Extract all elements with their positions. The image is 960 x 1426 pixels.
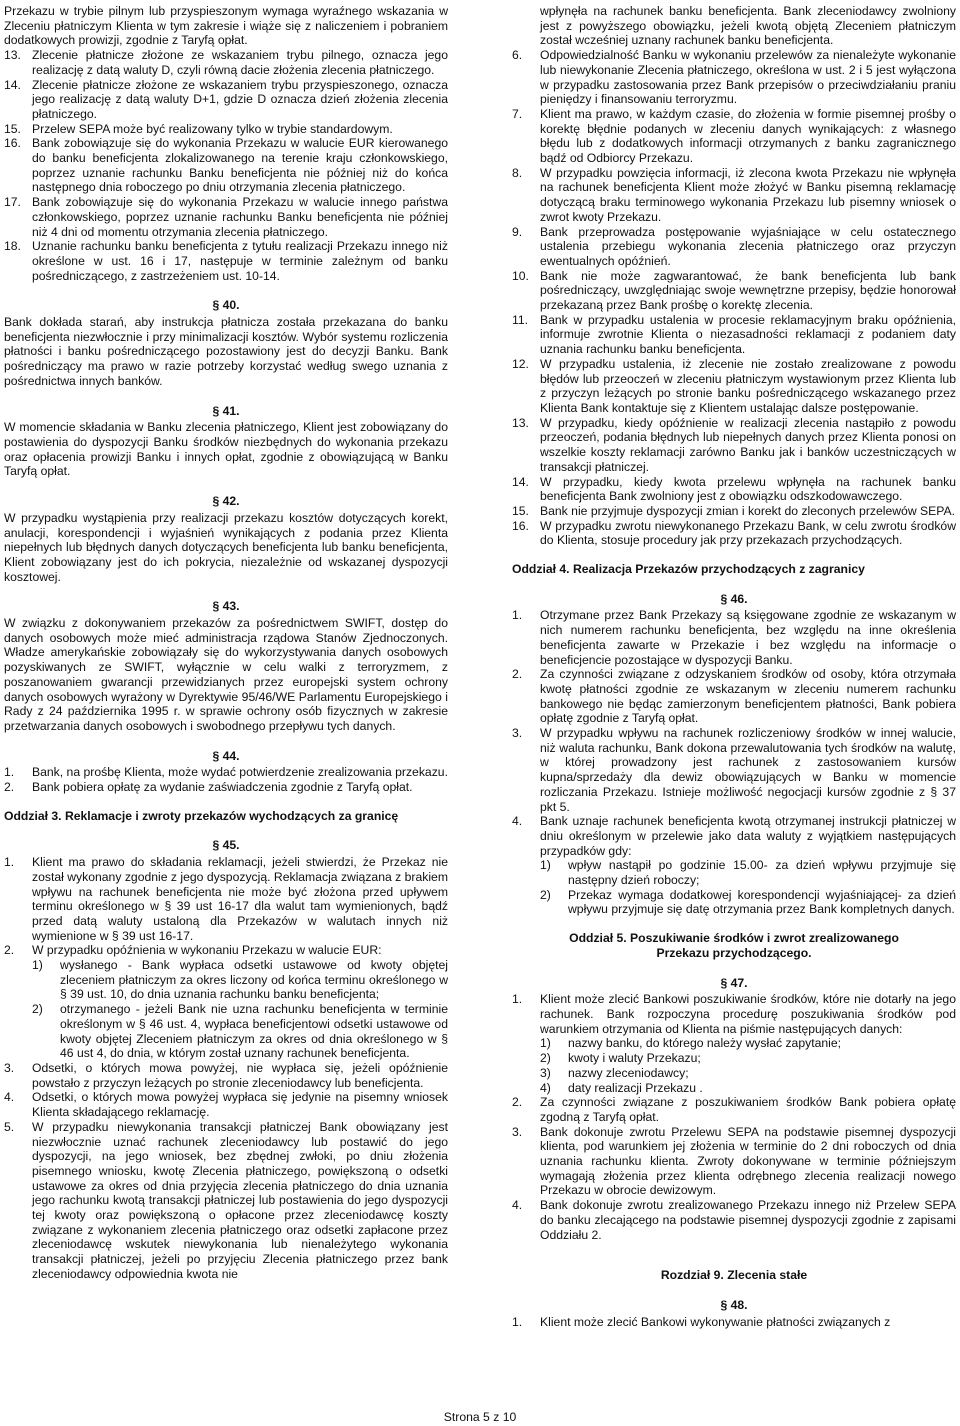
section-41-text: W momencie składania w Banku zlecenia płatniczego, Klient jest zobowiązany do postawienia do dyspozycji Banku środków niezbędnych do wykonania przekazu oraz opłacenia prowizji Banku i innych opłat, zgodnie z obowiązującą w Banku Taryfą opłat. bbox=[4, 420, 448, 479]
list-item bbox=[4, 1061, 448, 1090]
sub-item bbox=[512, 858, 956, 887]
item-number: 8. bbox=[512, 165, 523, 180]
item-number: 11. bbox=[512, 312, 529, 327]
section-45-heading: § 45. bbox=[212, 838, 240, 853]
right-column bbox=[512, 4, 956, 1329]
section-48-items bbox=[512, 1315, 956, 1330]
section-45-items-b bbox=[4, 1061, 448, 1282]
list-item bbox=[512, 225, 956, 269]
section-45-subitems bbox=[4, 958, 448, 1061]
section-42-text: W przypadku wystąpienia przy realizacji przekazu kosztów dotyczących korekt, anulacji, korespondencji i wyjaśnień wynikających z podania przez Klienta niepełnych lub błędnych danych dotyczących beneficjenta lub banku beneficjenta, Klient zobowiązany jest do ich pokrycia, niezależnie od wskazanej dyspozycji kosztowej. bbox=[4, 510, 448, 584]
item-text: Bank zobowiązuje się do wykonania Przekazu w walucie EUR kierowanego do banku beneficjenta zlokalizowanego na terenie kraju członkowskiego, poprzez uznanie rachunku Banku beneficjenta nie później niż do końca następnego dnia roboczego po dniu otrzymania zlecenia płatniczego. bbox=[32, 136, 448, 195]
item-number: 1. bbox=[512, 608, 523, 623]
item-number: 17. bbox=[4, 195, 21, 210]
item-text: Klient ma prawo do składania reklamacji, jeżeli stwierdzi, że Przekaz nie został wykonany zgodnie z jego dyspozycją. Reklamacja związana z brakiem wpływu na rachunek beneficjenta nie może być złożona przed upływem terminu określonego w § 39 ust 16-17 dla walut tam wymienionych, bądź przed datą waluty ustaloną dla Przekazów w walutach innych niż wymienione w § 39 ust 16-17. bbox=[32, 855, 448, 943]
section-47-items-b bbox=[512, 1095, 956, 1242]
item-text: Bank uznaje rachunek beneficjenta kwotą otrzymanej instrukcji płatniczej w dniu określonym w przelewie jako data waluty z wyjątkiem następujących przypadków gdy: bbox=[540, 814, 956, 858]
item-number: 15. bbox=[4, 121, 21, 136]
sub-item bbox=[4, 958, 448, 1002]
list-item bbox=[4, 780, 448, 795]
list-item bbox=[512, 166, 956, 225]
sub-item-number: 2) bbox=[32, 1002, 43, 1017]
item-text: Bank, na prośbę Klienta, może wydać potwierdzenie zrealizowania przekazu. bbox=[32, 765, 448, 780]
item-number: 4. bbox=[512, 1198, 523, 1213]
sub-item-text: daty realizacji Przekazu . bbox=[568, 1080, 703, 1095]
list-item bbox=[512, 107, 956, 166]
sub-item bbox=[512, 1036, 956, 1051]
list-item bbox=[4, 239, 448, 283]
item-text: Za czynności związane z odzyskaniem środków od osoby, która otrzymała kwotę płatności zgodnie ze wskazanym w zleceniu numerem rachunku bankowego nie będąc zamierzonym beneficjentem płatności, Bank pobiera opłatę zgodnie z Taryfą opłat. bbox=[540, 667, 956, 726]
section-46-subitems bbox=[512, 858, 956, 917]
list-item bbox=[512, 608, 956, 667]
item-number: 10. bbox=[512, 268, 529, 283]
item-text: W przypadku ustalenia, iż zlecenie nie zostało zrealizowane z powodu błędów lub przeoczeń w zleceniu płatniczym wystawionym przez Klienta lub z przyczyn leżących po stronie banku pośredniczącego wskazanego przez Klienta Bank kontaktuje się z Klientem ustalając dalsze postępowanie. bbox=[540, 356, 956, 415]
list-item bbox=[512, 992, 956, 1036]
item-number: 13. bbox=[512, 415, 529, 430]
section-43-heading: § 43. bbox=[212, 599, 240, 614]
item-number: 14. bbox=[512, 474, 529, 489]
item-text: Bank pobiera opłatę za wydanie zaświadczenia zgodnie z Taryfą opłat. bbox=[32, 780, 413, 795]
section-41-heading: § 41. bbox=[212, 403, 240, 418]
list-item bbox=[4, 943, 448, 958]
item-number: 13. bbox=[4, 48, 21, 63]
item-number: 15. bbox=[512, 503, 529, 518]
section-44-heading: § 44. bbox=[212, 748, 240, 763]
item-text: W przypadku opóźnienia w wykonaniu Przekazu w walucie EUR: bbox=[32, 943, 382, 958]
item-number: 5. bbox=[4, 1119, 15, 1134]
list-item bbox=[512, 1315, 956, 1330]
sub-item-number: 2) bbox=[540, 1051, 551, 1066]
item-text: Bank w przypadku ustalenia w procesie reklamacyjnym braku opóźnienia, informuje zwrotnie Klienta o niezasadności reklamacji z podaniem daty uznania rachunku banku beneficjenta. bbox=[540, 312, 956, 357]
item-number: 18. bbox=[4, 239, 21, 254]
list-item bbox=[512, 1125, 956, 1199]
sub-item-text: wysłanego - Bank wypłaca odsetki ustawowe od kwoty objętej zleceniem płatniczym za okres liczony od końca terminu określonego w § 39 ust. 10, do dnia uznania rachunku banku beneficjenta; bbox=[60, 958, 448, 1002]
item-text: W przypadku niewykonania transakcji płatniczej Bank obowiązany jest niezwłocznie uznać rachunek zleceniodawcy lub postawić do jego dyspozycji, na jego wniosek, bez zbędnej zwłoki, po dniu złożenia pisemnego wniosku, kwotę Zlecenia płatniczego, powiększoną o odsetki ustawowe za okres od dnia przyjęcia zlecenia płatniczego do dnia uznania jego rachunku kwotą transakcji płatniczej lub postawienia do jego dyspozycji tej kwoty oraz powiększoną o opłacone przez zleceniodawcę koszty związane z wykonaniem zlecenia płatniczego oraz odsetki zapłacone przez zleceniodawcę wskutek niewykonania lub nienależytego wykonania transakcji płatniczej, jeżeli po przyjęciu Zlecenia płatniczego przez bank zleceniodawcy odpowiednia kwota nie bbox=[32, 1119, 448, 1281]
item-text: Klient może zlecić Bankowi wykonywanie płatności związanych z bbox=[540, 1314, 891, 1329]
item-text: Za czynności związane z poszukiwaniem środków Bank pobiera opłatę zgodną z Taryfą opłat. bbox=[540, 1095, 956, 1124]
sub-item-text: Przekaz wymaga dodatkowej korespondencji wyjaśniającej- za dzień wpływu przyjmuje się datę otrzymania przez Bank kompletnych danych. bbox=[568, 887, 956, 917]
item-number: 16. bbox=[512, 518, 529, 533]
item-number: 1. bbox=[4, 855, 15, 870]
item-text: Bank zobowiązuje się do wykonania Przekazu w walucie innego państwa członkowskiego, poprzez uznanie rachunku Banku beneficjenta nie później niż 4 dni od momentu otrzymania zlecenia płatniczego. bbox=[32, 195, 448, 239]
list-item bbox=[4, 122, 448, 137]
chapter-4-heading: Oddział 4. Realizacja Przekazów przychodzących z zagranicy bbox=[512, 562, 865, 577]
item-number: 4. bbox=[4, 1090, 15, 1105]
sub-item bbox=[512, 1066, 956, 1081]
item-number: 1. bbox=[512, 1314, 523, 1329]
item-number: 1. bbox=[4, 765, 15, 780]
item-text: W przypadku wpływu na rachunek rozliczeniowy środków w innej walucie, niż waluta rachunku, Bank dokona przewalutowania tych środków na walutę, w której prowadzony jest rachunek z zastosowaniem kursów kupna/sprzedaży dla dewiz obowiązujących w Banku w momencie rozliczania Przekazu. Istnieje możliwość negocjacji kursów zgodnie z § 37 pkt 5. bbox=[540, 726, 956, 814]
item-text: Zlecenie płatnicze złożone ze wskazaniem trybu przyspieszonego, oznacza jego realizację z datą waluty D+1, gdzie D oznacza dzień złożenia zlecenia płatniczego. bbox=[32, 77, 448, 121]
item-number: 9. bbox=[512, 224, 523, 239]
list-item bbox=[512, 667, 956, 726]
sub-item-number: 2) bbox=[540, 887, 551, 902]
item-text: W przypadku zwrotu niewykonanego Przekazu Bank, w celu zwrotu środków do Klienta, stosuje procedury jak przy przekazach przychodzących. bbox=[540, 518, 956, 548]
item-number: 1. bbox=[512, 992, 523, 1007]
left-column bbox=[4, 4, 448, 1282]
item-number: 2. bbox=[512, 1095, 523, 1110]
sub-item bbox=[512, 1051, 956, 1066]
sub-item-number: 4) bbox=[540, 1080, 551, 1095]
item-number: 3. bbox=[512, 726, 523, 741]
list-item bbox=[4, 48, 448, 77]
item-number: 2. bbox=[512, 667, 523, 682]
item-number: 4. bbox=[512, 814, 523, 829]
section-42-heading: § 42. bbox=[212, 494, 240, 509]
item-text: Otrzymane przez Bank Przekazy są księgowane zgodnie ze wskazanym w nich numerem rachunku beneficjenta, bez względu na inne określenia beneficjenta zawarte w Przekazie i bez względu na informacje o beneficjencie pozostające w dyspozycji Banku. bbox=[540, 608, 956, 667]
item-text: Bank dokonuje zwrotu zrealizowanego Przekazu innego niż Przelew SEPA do banku zlecającego na podstawie pisemnej dyspozycji zgodnie z zapisami Oddziału 2. bbox=[540, 1198, 956, 1242]
chapter-9-heading: Rozdział 9. Zlecenia stałe bbox=[660, 1268, 808, 1283]
items-39-tail bbox=[4, 48, 448, 283]
list-item bbox=[512, 504, 956, 519]
list-item bbox=[512, 313, 956, 357]
item-continuation: wpłynęła na rachunek banku beneficjenta. Bank zleceniodawcy zwolniony jest z powyższego obowiązku, jeżeli kwotą objętą Zleceniem płatniczym został wcześniej uznany rachunek banku beneficjenta. bbox=[540, 4, 956, 48]
list-item bbox=[4, 1120, 448, 1282]
list-item bbox=[512, 1095, 956, 1124]
item-text: Zlecenie płatnicze złożone ze wskazaniem trybu pilnego, oznacza jego realizację z datą waluty D, czyli równą dacie złożenia zlecenia płatniczego. bbox=[32, 48, 448, 77]
chapter-5-heading: Oddział 5. Poszukiwanie środków i zwrot zrealizowanego Przekazu przychodzącego. bbox=[569, 931, 899, 960]
item-text: Odpowiedzialność Banku w wykonaniu przelewów za nienależyte wykonanie lub niewykonanie Zlecenia płatniczego, określona w ust. 2 i 5 jest wyłączona w przypadku zastosowania przez Bank przepisów o przeciwdziałaniu praniu pieniędzy i finansowaniu terroryzmu. bbox=[540, 48, 956, 107]
list-item bbox=[512, 726, 956, 814]
item-number: 2. bbox=[4, 943, 15, 958]
list-item bbox=[4, 78, 448, 122]
section-47-subitems bbox=[512, 1036, 956, 1095]
sub-item bbox=[4, 1002, 448, 1061]
sub-item-text: kwoty i waluty Przekazu; bbox=[568, 1051, 701, 1066]
list-item bbox=[512, 416, 956, 475]
item-text: Uznanie rachunku banku beneficjenta z tytułu realizacji Przekazu innego niż określone w ust. 16 i 17, następuje w terminie zależnym od banku pośredniczącego, z zastrzeżeniem ust. 10-14. bbox=[32, 239, 448, 283]
list-item bbox=[4, 1090, 448, 1119]
item-text: Bank przeprowadza postępowanie wyjaśniające w celu ostatecznego ustalenia przebiegu wykonania zlecenia płatniczego oraz przyczyn ewentualnych opóźnień. bbox=[540, 224, 956, 268]
item-number: 6. bbox=[512, 48, 523, 63]
chapter-3-heading: Oddział 3. Reklamacje i zwroty przekazów wychodzących za granicę bbox=[4, 808, 399, 823]
list-item bbox=[512, 475, 956, 504]
section-45-items-a bbox=[4, 855, 448, 958]
sub-item bbox=[512, 888, 956, 917]
list-item bbox=[512, 48, 956, 107]
sub-item-number: 3) bbox=[540, 1065, 551, 1080]
section-48-heading: § 48. bbox=[720, 1297, 748, 1312]
sub-item-number: 1) bbox=[540, 1036, 551, 1051]
section-45-items-c bbox=[512, 48, 956, 548]
item-text: Bank nie może zagwarantować, że bank beneficjenta lub bank pośredniczący, uwzględniając swoje wewnętrzne przepisy, będzie honorował przekazaną przez Bank prośbę o korektę zlecenia. bbox=[540, 268, 956, 313]
item-number: 7. bbox=[512, 106, 523, 121]
section-46-items bbox=[512, 608, 956, 858]
sub-item-text: nazwy banku, do którego należy wysłać zapytanie; bbox=[568, 1036, 842, 1051]
section-46-heading: § 46. bbox=[720, 591, 748, 606]
sub-item-text: wpływ nastąpił po godzinie 15.00- za dzień wpływu przyjmuje się następny dzień roboczy; bbox=[568, 858, 956, 888]
list-item bbox=[512, 519, 956, 548]
item-text: W przypadku, kiedy opóźnienie w realizacji zlecenia nastąpiło z powodu przeoczeń, podania błędnych lub niepełnych danych przez Klienta ponosi on wszelkie koszty reklamacji zarówno Banku jak i banków uczestniczących w transakcji płatniczej. bbox=[540, 415, 956, 474]
list-item bbox=[4, 195, 448, 239]
section-40-text: Bank dokłada starań, aby instrukcja płatnicza została przekazana do banku beneficjenta niezwłocznie i przy minimalizacji kosztów. Wybór systemu rozliczenia płatności i banku pośredniczącego pozostawiony jest do decyzji Banku. Bank pośredniczący ma prawo w razie potrzeby korzystać według swego uznania z pośrednictwa innych banków. bbox=[4, 315, 448, 388]
item-text: Klient ma prawo, w każdym czasie, do złożenia w formie pisemnej prośby o korektę błędnie podanych w zleceniu danych wynikających: z własnego błędu lub z dodatkowych informacji otrzymanych z banku zagranicznego bądź od Odbiorcy Przekazu. bbox=[540, 106, 956, 166]
list-item bbox=[512, 1198, 956, 1242]
section-47-items-a bbox=[512, 992, 956, 1036]
list-item bbox=[4, 136, 448, 195]
sub-item-number: 1) bbox=[32, 958, 43, 973]
item-text: Bank dokonuje zwrotu Przelewu SEPA na podstawie pisemnej dyspozycji klienta, pod warunkiem jej złożenia w terminie do 2 dni roboczych od dnia uznania rachunku klienta. Zwroty dokonywane w terminie późniejszym wymagają złożenia przez klienta odrębnego zlecenia realizacji nowego Przekazu w obrocie dewizowym. bbox=[540, 1124, 956, 1198]
page-number: Strona 5 z 10 bbox=[443, 1410, 517, 1424]
item-number: 3. bbox=[512, 1124, 523, 1139]
sub-item-number: 1) bbox=[540, 858, 551, 873]
item-text: W przypadku, kiedy kwota przelewu wpłynęła na rachunek banku beneficjenta Bank zwolniony jest z obowiązku odszkodowawczego. bbox=[540, 474, 956, 504]
item-number: 16. bbox=[4, 136, 21, 151]
section-47-heading: § 47. bbox=[720, 975, 748, 990]
item-continuation: Przekazu w trybie pilnym lub przyspieszonym wymaga wyraźnego wskazania w Zleceniu płatniczym Klienta w tym zakresie i wiąże się z naliczeniem i pobraniem dodatkowych prowizji, zgodnie z Taryfą opłat. bbox=[4, 4, 448, 48]
item-number: 3. bbox=[4, 1061, 15, 1075]
sub-item bbox=[512, 1081, 956, 1096]
section-43-text: W związku z dokonywaniem przekazów za pośrednictwem SWIFT, dostęp do danych osobowych może mieć administracja rządowa Stanów Zjednoczonych. Władze amerykańskie zobowiązały się do wykorzystywania danych osobowych pozyskiwanych ze SWIFT, wyłącznie w celu walki z terroryzmem, z poszanowaniem gwarancji przewidzianych przez europejski system ochrony danych osobowych wyrażony w Dyrektywie 95/46/WE Parlamentu Europejskiego i Rady z 24 października 1995 r. w sprawie ochrony osób fizycznych w zakresie przetwarzania danych osobowych i swobodnego przepływu tych danych. bbox=[4, 616, 448, 733]
item-text: Odsetki, o których mowa powyżej, nie wypłaca się, jeżeli opóźnienie powstało z przyczyn leżących po stronie zleceniodawcy lub beneficjenta. bbox=[32, 1061, 448, 1090]
sub-item-text: otrzymanego - jeżeli Bank nie uzna rachunku beneficjenta w terminie określonym w § 46 ust. 4, wypłaca beneficjentowi odsetki ustawowe od kwoty objętej Zleceniem płatniczym za okres od dnia określonego w § 46 ust 4, do dnia, w którym został uznany rachunek beneficjenta. bbox=[60, 1002, 448, 1061]
item-text: Przelew SEPA może być realizowany tylko w trybie standardowym. bbox=[32, 121, 393, 136]
item-text: Klient może zlecić Bankowi poszukiwanie środków, które nie dotarły na jego rachunek. Bank rozpoczyna procedurę poszukiwania środków pod warunkiem otrzymania od Klienta na piśmie następujących danych: bbox=[540, 992, 956, 1036]
list-item bbox=[4, 765, 448, 780]
section-44-items bbox=[4, 765, 448, 794]
list-item bbox=[512, 814, 956, 858]
item-number: 12. bbox=[512, 356, 529, 371]
item-number: 14. bbox=[4, 77, 21, 92]
item-number: 2. bbox=[4, 780, 15, 795]
section-40-heading: § 40. bbox=[212, 298, 240, 313]
item-text: Bank nie przyjmuje dyspozycji zmian i korekt do zleconych przelewów SEPA. bbox=[540, 503, 955, 518]
item-text: W przypadku powzięcia informacji, iż zlecona kwota Przekazu nie wpłynęła na rachunek beneficjenta Klient może złożyć w Banku pisemną reklamację dotyczącą braku terminowego wykonania Przekazu lub pisemny wniosek o zwrot kwoty Przekazu. bbox=[540, 165, 956, 224]
list-item bbox=[512, 357, 956, 416]
list-item bbox=[512, 269, 956, 313]
list-item bbox=[4, 855, 448, 943]
sub-item-text: nazwy zleceniodawcy; bbox=[568, 1065, 689, 1080]
item-text: Odsetki, o których mowa powyżej wypłaca się jedynie na pisemny wniosek Klienta składającego reklamację. bbox=[32, 1090, 448, 1120]
